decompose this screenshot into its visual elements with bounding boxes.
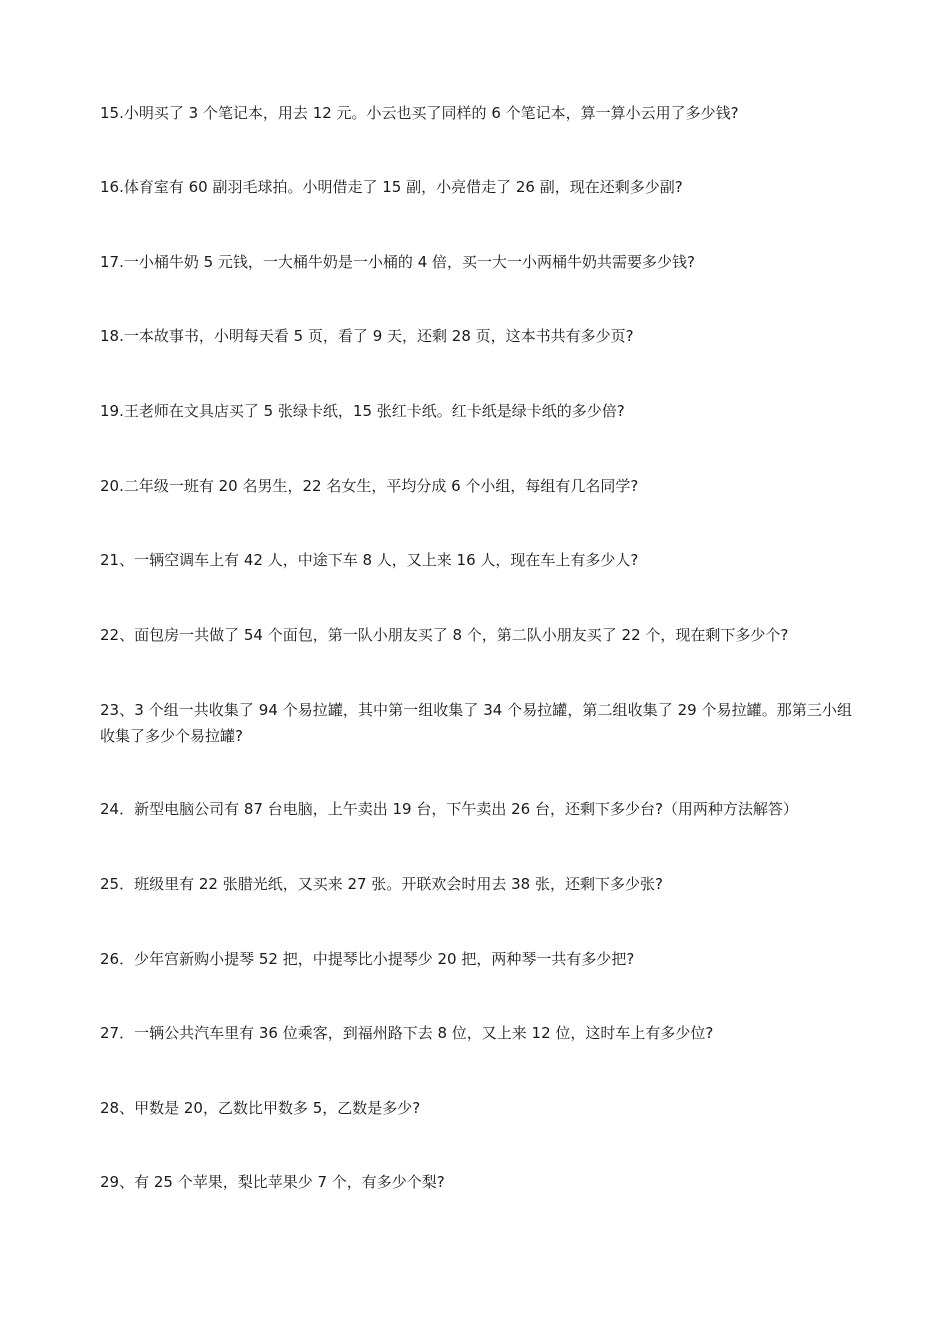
- problem-21: 21、一辆空调车上有 42 人，中途下车 8 人，又上来 16 人，现在车上有多少人?: [100, 551, 639, 569]
- problem-26: 26．少年宫新购小提琴 52 把，中提琴比小提琴少 20 把，两种琴一共有多少把?: [100, 950, 635, 968]
- problem-20: 20.二年级一班有 20 名男生，22 名女生，平均分成 6 个小组，每组有几名同学?: [100, 477, 639, 495]
- problem-27: 27．一辆公共汽车里有 36 位乘客，到福州路下去 8 位，又上来 12 位，这时车上有多少位?: [100, 1024, 714, 1042]
- problem-29: 29、有 25 个苹果，梨比苹果少 7 个，有多少个梨?: [100, 1173, 445, 1191]
- problem-24: 24．新型电脑公司有 87 台电脑，上午卖出 19 台，下午卖出 26 台，还剩下多少台?（用两种方法解答）: [100, 800, 798, 818]
- problem-23: 23、3 个组一共收集了 94 个易拉罐，其中第一组收集了 34 个易拉罐，第二组收集了 29 个易拉罐。那第三小组收集了多少个易拉罐?: [100, 701, 852, 745]
- problem-22: 22、面包房一共做了 54 个面包，第一队小朋友买了 8 个，第二队小朋友买了 22 个，现在剩下多少个?: [100, 626, 789, 644]
- problem-28: 28、甲数是 20，乙数比甲数多 5，乙数是多少?: [100, 1099, 421, 1117]
- problem-15: 15.小明买了 3 个笔记本，用去 12 元。小云也买了同样的 6 个笔记本，算一算小云用了多少钱?: [100, 104, 739, 122]
- problem-19: 19.王老师在文具店买了 5 张绿卡纸，15 张红卡纸。红卡纸是绿卡纸的多少倍?: [100, 402, 625, 420]
- problem-16: 16.体育室有 60 副羽毛球拍。小明借走了 15 副，小亮借走了 26 副，现在还剩多少副?: [100, 178, 683, 196]
- problem-17: 17.一小桶牛奶 5 元钱，一大桶牛奶是一小桶的 4 倍，买一大一小两桶牛奶共需要多少钱?: [100, 253, 695, 271]
- problem-25: 25．班级里有 22 张腊光纸，又买来 27 张。开联欢会时用去 38 张，还剩下多少张?: [100, 875, 663, 893]
- problem-18: 18.一本故事书，小明每天看 5 页，看了 9 天，还剩 28 页，这本书共有多少页?: [100, 327, 634, 345]
